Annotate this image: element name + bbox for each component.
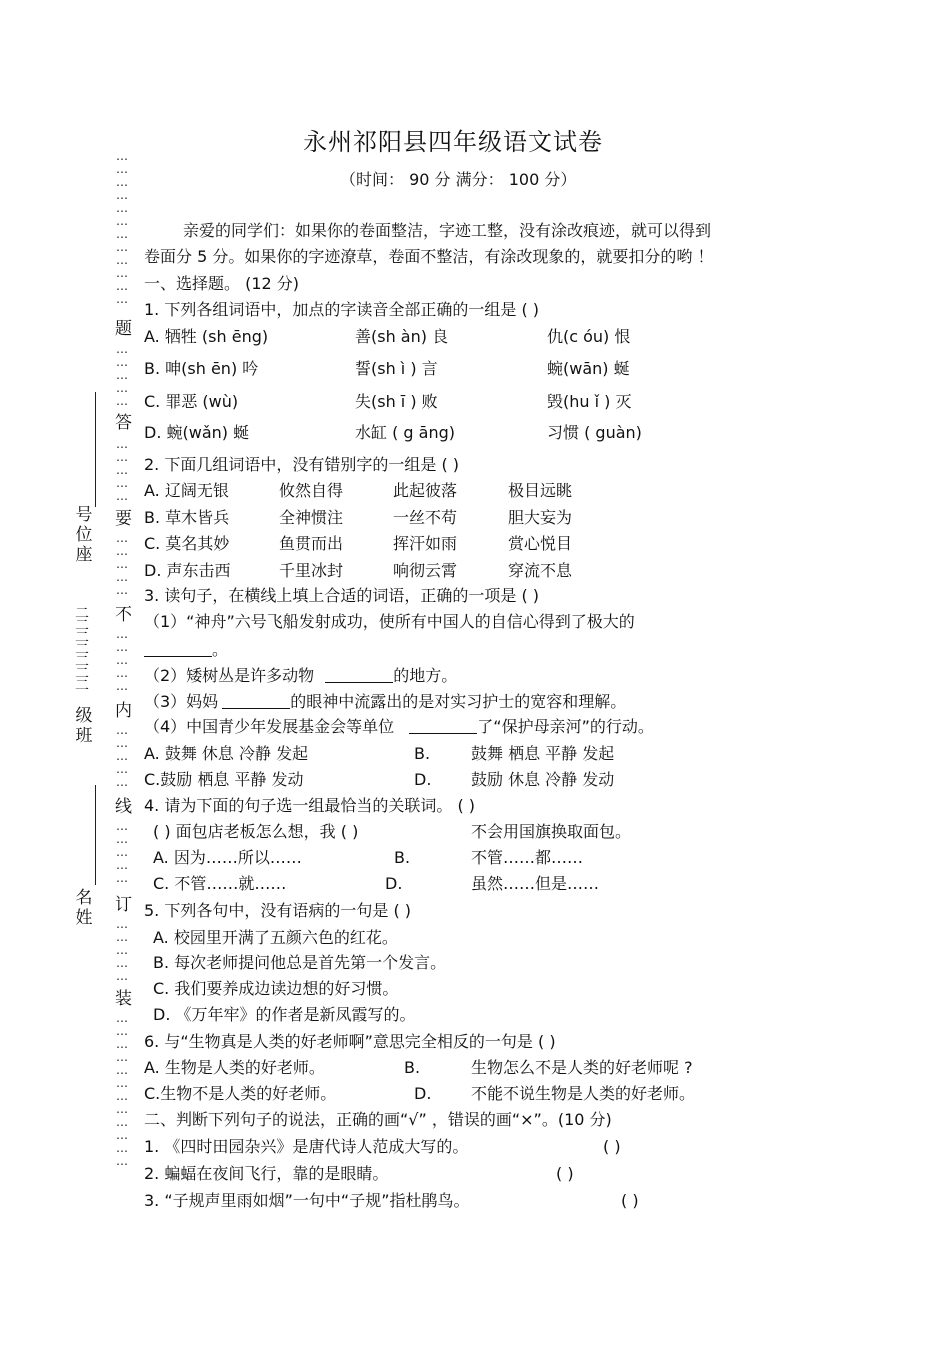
q2-d-3: 响彻云霄 <box>393 561 458 580</box>
q6-option-b: 生物怎么不是人类的好老师呢 ? <box>471 1058 693 1077</box>
section-2-heading: 二、判断下列句子的说法，正确的画“√” ，错误的画“×”。(10 分) <box>144 1110 612 1129</box>
gutter-dots-4: … … … … … <box>116 531 128 597</box>
q3-s1b-text: 。 <box>212 640 229 659</box>
q5-option-d: D. 《万年牢》的作者是新凤霞写的。 <box>153 1005 416 1024</box>
q3-option-d-label: D. <box>414 770 432 789</box>
seat-number-line <box>95 392 96 507</box>
q2-a-2: 攸然自得 <box>279 481 344 500</box>
q1-b-3: 蜿(wān) 蜒 <box>547 359 630 378</box>
q2-d-1: D. 声东击西 <box>144 561 231 580</box>
q5-option-c: C. 我们要养成边读边想的好习惯。 <box>153 979 399 998</box>
q3-sentence-1a: （1）“神舟”六号飞船发射成功，使所有中国人的自信心得到了极大的 <box>144 612 635 631</box>
gutter-char-bu: 不 <box>115 605 132 625</box>
name-label: 名姓 <box>75 888 93 928</box>
q1-c-1: C. 罪恶 (wù) <box>144 392 239 411</box>
q3-sentence-2 <box>144 666 457 686</box>
q3-option-a: A. 鼓舞 休息 冷静 发起 <box>144 744 309 763</box>
judge-item-1: 1. 《四时田园杂兴》是唐代诗人范成大写的。 <box>144 1137 469 1156</box>
judge-item-3-paren[interactable]: ( ) <box>621 1191 639 1210</box>
q6-option-b-label: B. <box>404 1058 421 1077</box>
q3-sentence-3 <box>144 692 626 712</box>
q4-option-a: A. 因为……所以…… <box>153 848 302 867</box>
q1-b-1: B. 呻(sh ēn) 吟 <box>144 359 259 378</box>
q3-option-b: 鼓舞 栖息 平静 发起 <box>471 744 615 763</box>
q3-s2a-text: （2）矮树丛是许多动物 <box>144 666 315 685</box>
q1-stem: 1. 下列各组词语中，加点的字读音全部正确的一组是 ( ) <box>144 300 540 319</box>
judge-item-3: 3. “子规声里雨如烟”一句中“子规”指杜鹃鸟。 <box>144 1191 470 1210</box>
q6-option-c: C.生物不是人类的好老师。 <box>144 1084 337 1103</box>
blank-line[interactable] <box>409 717 477 734</box>
q2-b-4: 胆大妄为 <box>508 508 573 527</box>
q2-c-4: 赏心悦目 <box>508 534 573 553</box>
q3-option-d: 鼓励 休息 冷静 发动 <box>471 770 615 789</box>
judge-item-1-paren[interactable]: ( ) <box>603 1137 621 1156</box>
q2-a-3: 此起彼落 <box>393 481 458 500</box>
q1-c-3: 毁(hu ǐ ) 灭 <box>547 392 632 411</box>
gutter-dots-3: … … … … … <box>116 437 128 503</box>
q4-sentence-b: 不会用国旗换取面包。 <box>471 822 632 841</box>
gutter-dots-5: … … … … … <box>116 627 128 693</box>
q3-s3a-text: （3）妈妈 <box>144 692 219 711</box>
blank-line[interactable] <box>222 692 290 709</box>
q2-c-1: C. 莫名其妙 <box>144 534 230 553</box>
q2-b-1: B. 草木皆兵 <box>144 508 230 527</box>
q4-sentence-a: ( ) 面包店老板怎么想，我 ( ) <box>153 822 359 841</box>
q3-s4a-text: （4）中国青少年发展基金会等单位 <box>144 717 395 736</box>
blank-line[interactable] <box>144 640 212 657</box>
q1-a-2: 善(sh àn) 良 <box>355 327 449 346</box>
q4-stem: 4. 请为下面的句子选一组最恰当的关联词。 ( ) <box>144 796 476 815</box>
q3-option-b-label: B. <box>414 744 431 763</box>
q6-option-a: A. 生物是人类的好老师。 <box>144 1058 325 1077</box>
intro-line-2: 卷面分 5 分。如果你的字迹潦草，卷面不整洁，有涂改现象的，就要扣分的哟 ！ <box>144 247 714 266</box>
name-line <box>95 785 96 885</box>
gutter-char-ti: 题 <box>115 319 132 339</box>
q2-b-2: 全神惯注 <box>279 508 344 527</box>
page-title: 永州祁阳县四年级语文试卷 <box>303 128 603 156</box>
judge-item-2-paren[interactable]: ( ) <box>556 1164 574 1183</box>
class-label: 级班 <box>75 706 93 746</box>
q2-d-4: 穿流不息 <box>508 561 573 580</box>
q2-stem: 2. 下面几组词语中，没有错别字的一组是 ( ) <box>144 455 460 474</box>
q2-a-1: A. 辽阔无银 <box>144 481 229 500</box>
gutter-char-xian: 线 <box>115 797 132 817</box>
q4-option-b-label: B. <box>394 848 411 867</box>
q1-a-3: 仇(c óu) 恨 <box>547 327 631 346</box>
q4-option-b: 不管……都…… <box>471 848 584 867</box>
gutter-dots-2: … … … … … <box>116 342 128 408</box>
gutter-char-da: 答 <box>115 413 132 433</box>
q1-d-3: 习惯 ( guàn) <box>547 423 642 442</box>
q3-option-c: C.鼓励 栖息 平静 发动 <box>144 770 304 789</box>
judge-item-2: 2. 蝙蝠在夜间飞行，靠的是眼睛。 <box>144 1164 389 1183</box>
class-blank-line: 二二二二二二二 <box>75 606 89 694</box>
q3-sentence-1b <box>144 640 228 660</box>
q2-d-2: 千里冰封 <box>279 561 344 580</box>
q1-a-1: A. 牺牲 (sh ēng) <box>144 327 269 346</box>
q1-d-2: 水缸 ( g āng) <box>355 423 456 442</box>
q2-b-3: 一丝不苟 <box>393 508 458 527</box>
q4-option-c: C. 不管……就…… <box>153 874 287 893</box>
q3-s4b-text: 了“保护母亲河”的行动。 <box>477 717 654 736</box>
section-1-heading: 一、选择题。 (12 分) <box>144 274 300 293</box>
blank-line[interactable] <box>325 666 393 683</box>
q4-option-d-label: D. <box>385 874 403 893</box>
gutter-char-nei: 内 <box>115 701 132 721</box>
q6-option-d-label: D. <box>414 1084 432 1103</box>
gutter-dots-9: … … … … … … … … … … … … <box>116 1011 128 1168</box>
q3-stem: 3. 读句子，在横线上填上合适的词语，正确的一项是 ( ) <box>144 586 540 605</box>
q1-d-1: D. 蜿(wǎn) 蜒 <box>144 423 250 442</box>
intro-line-1: 亲爱的同学们：如果你的卷面整洁，字迹工整，没有涂改痕迹，就可以得到 <box>183 221 712 240</box>
seat-number-label: 号位座 <box>75 505 93 565</box>
q3-sentence-4 <box>144 717 654 737</box>
gutter-char-ding: 订 <box>115 895 132 915</box>
q6-stem: 6. 与“生物真是人类的好老师啊”意思完全相反的一句是 ( ) <box>144 1032 556 1051</box>
q5-option-b: B. 每次老师提问他总是首先第一个发言。 <box>153 953 447 972</box>
gutter-dots-1: … … … … … … … … … … … … <box>116 149 128 306</box>
q3-s2b-text: 的地方。 <box>393 666 458 685</box>
gutter-char-zhuang: 装 <box>115 989 132 1009</box>
q2-a-4: 极目远眺 <box>508 481 573 500</box>
q5-option-a: A. 校园里开满了五颜六色的红花。 <box>153 928 398 947</box>
q6-option-d: 不能不说生物是人类的好老师。 <box>471 1084 696 1103</box>
q2-c-2: 鱼贯而出 <box>279 534 344 553</box>
gutter-dots-8: … … … … … <box>116 917 128 983</box>
q5-stem: 5. 下列各句中，没有语病的一句是 ( ) <box>144 901 412 920</box>
q4-option-d: 虽然……但是…… <box>471 874 600 893</box>
exam-subtitle: （时间： 90 分 满分： 100 分） <box>340 170 577 189</box>
gutter-dots-6: … … … … … <box>116 723 128 789</box>
q1-c-2: 失(sh ī ) 败 <box>355 392 438 411</box>
q2-c-3: 挥汗如雨 <box>393 534 458 553</box>
gutter-dots-7: … … … … … <box>116 819 128 885</box>
gutter-char-yao: 要 <box>115 509 132 529</box>
q1-b-2: 誓(sh ì ) 言 <box>355 359 438 378</box>
q3-s3b-text: 的眼神中流露出的是对实习护士的宽容和理解。 <box>290 692 627 711</box>
